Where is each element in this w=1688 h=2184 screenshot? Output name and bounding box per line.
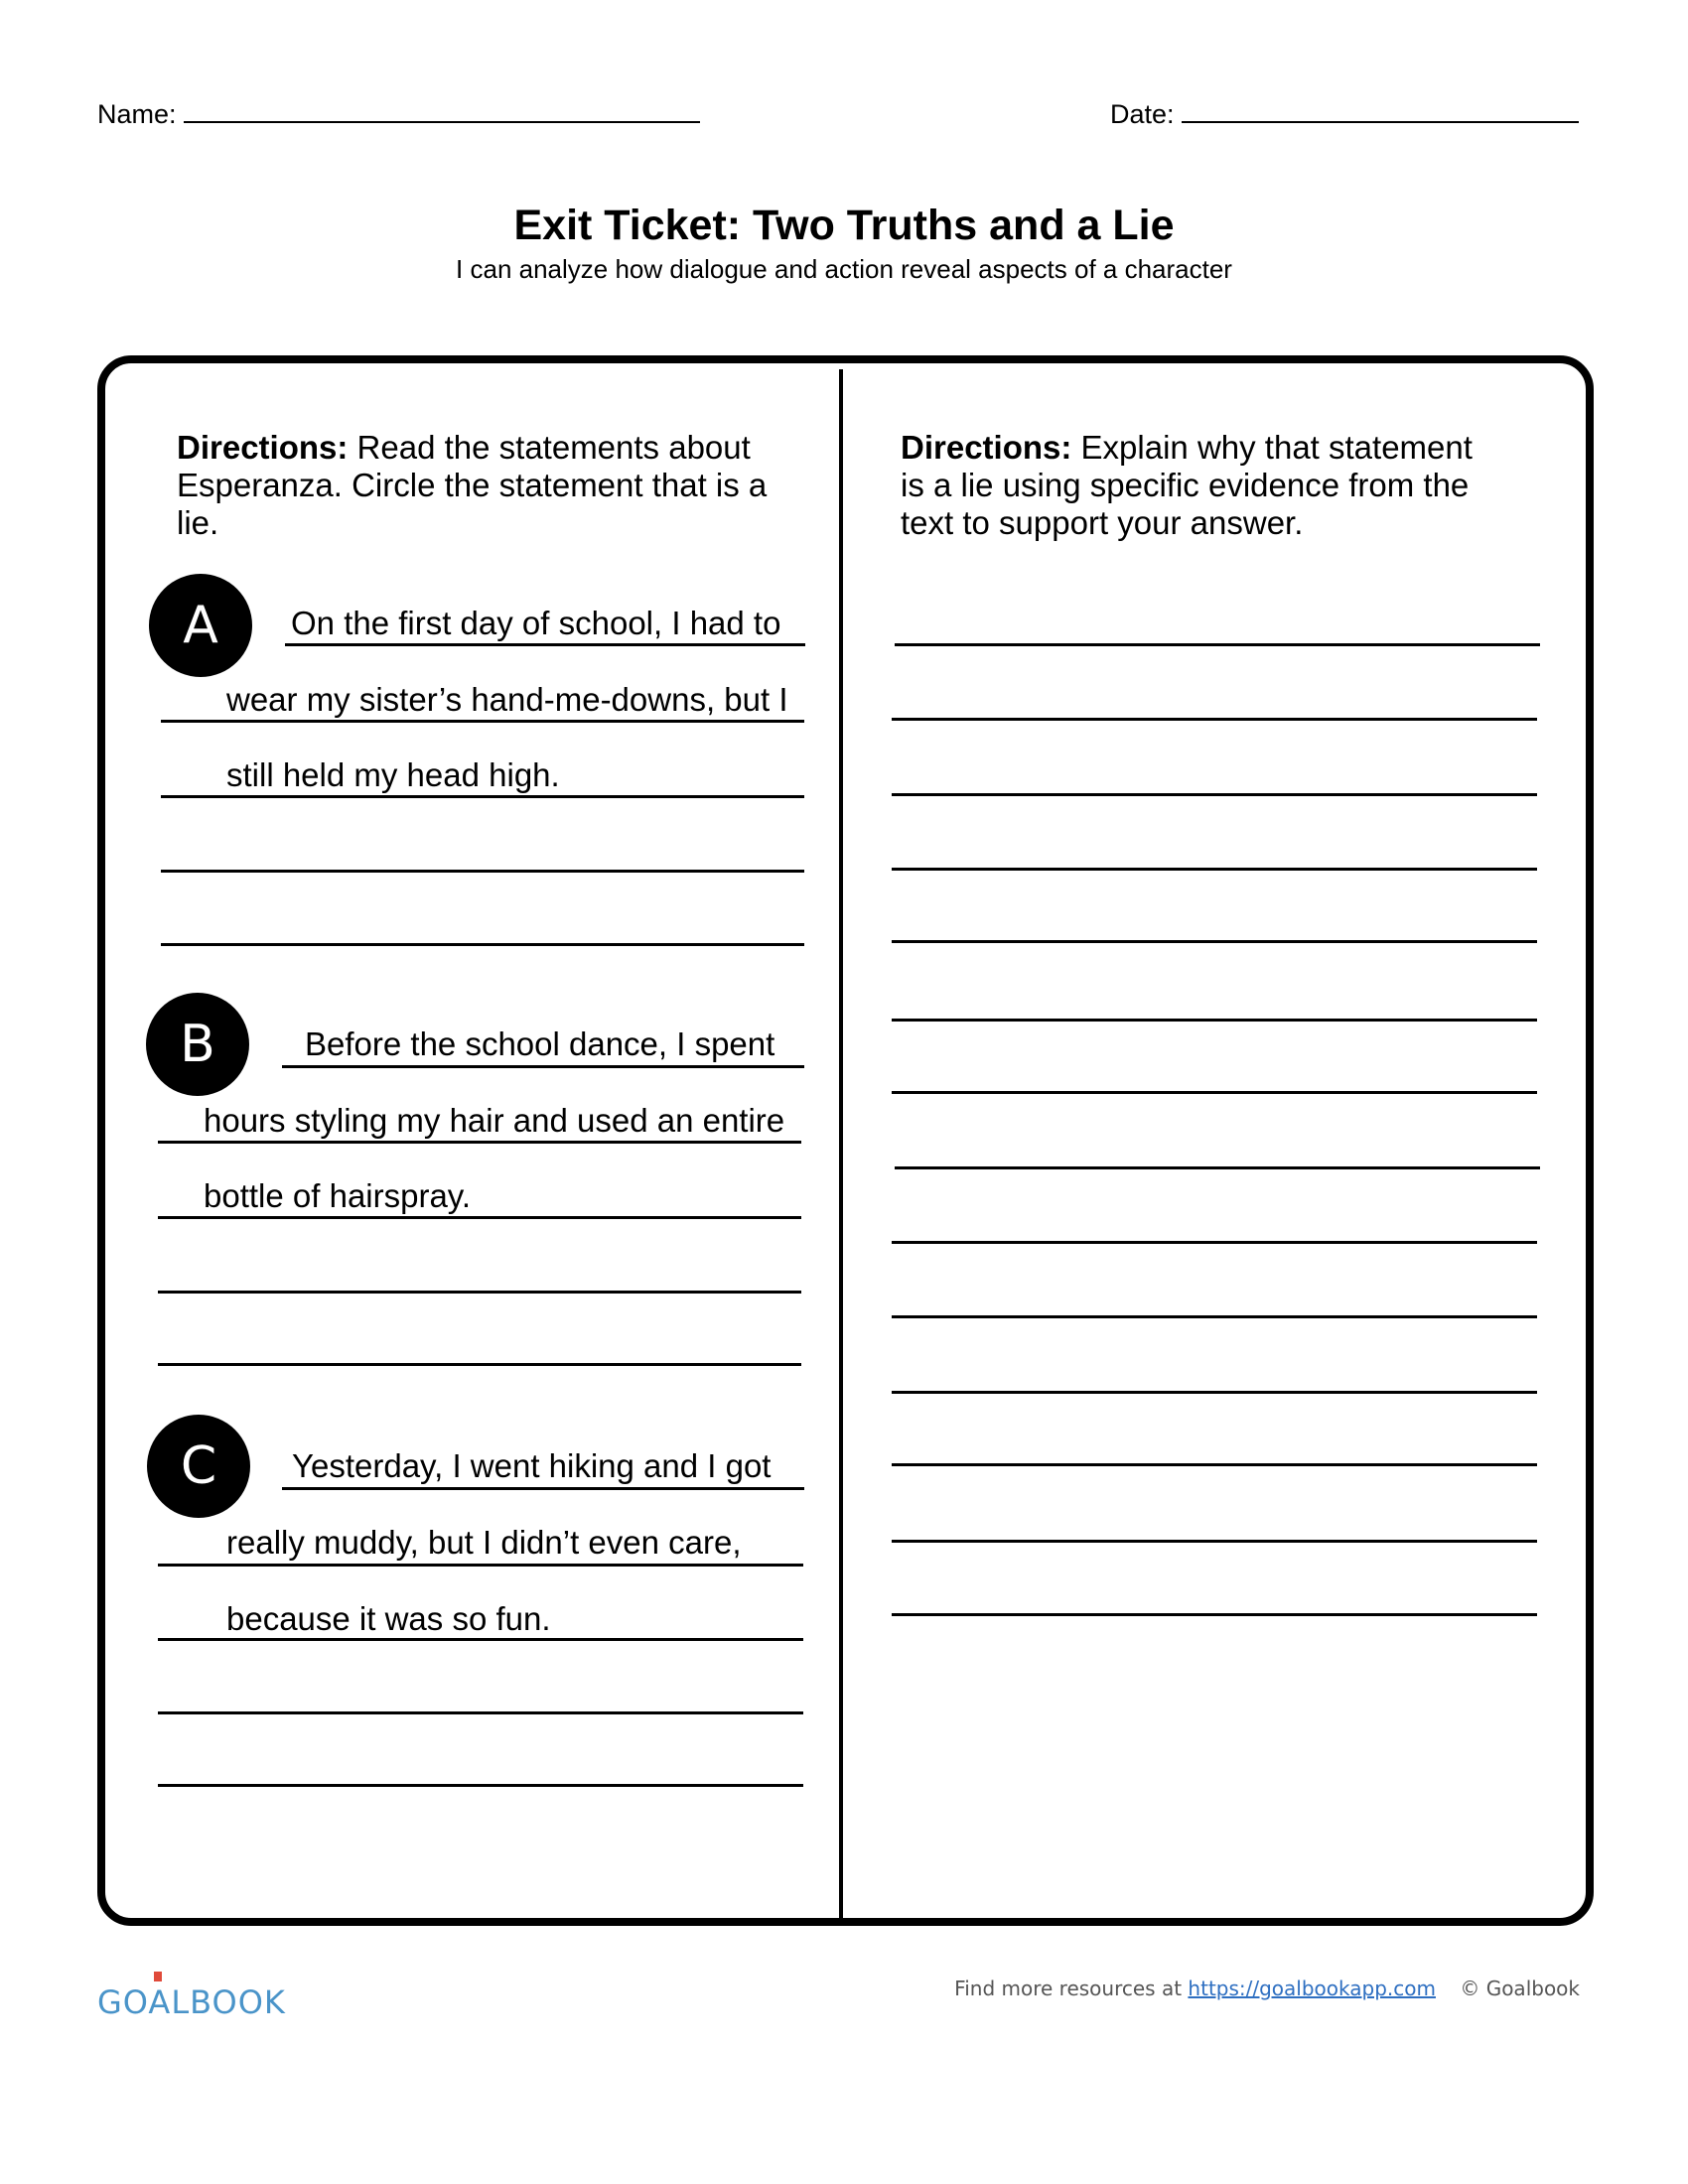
statement-c-line-3: because it was so fun. <box>226 1600 551 1637</box>
answer-line[interactable] <box>892 1091 1537 1094</box>
statement-a-line-1: On the first day of school, I had to <box>291 605 781 641</box>
writing-line[interactable] <box>161 870 804 873</box>
logo-flag-icon <box>154 1972 162 1981</box>
statement-c-line-1: Yesterday, I went hiking and I got <box>292 1447 772 1484</box>
footer-link[interactable]: https://goalbookapp.com <box>1188 1977 1436 2000</box>
writing-line[interactable] <box>161 720 804 723</box>
date-blank[interactable] <box>1182 97 1579 123</box>
statement-c-marker[interactable]: C <box>147 1415 250 1518</box>
writing-line[interactable] <box>158 1216 801 1219</box>
answer-line[interactable] <box>892 1241 1537 1244</box>
writing-line[interactable] <box>158 1291 801 1294</box>
answer-line[interactable] <box>892 940 1537 943</box>
answer-line[interactable] <box>895 1166 1540 1169</box>
left-directions <box>177 429 802 542</box>
statement-a-line-3: still held my head high. <box>226 756 560 793</box>
writing-line[interactable] <box>158 1711 803 1714</box>
name-label: Name: <box>97 99 177 129</box>
footer-copyright: © Goalbook <box>1460 1977 1580 2000</box>
writing-line[interactable] <box>158 1564 803 1567</box>
writing-line[interactable] <box>285 643 805 646</box>
statement-a-line-2: wear my sister’s hand-me-downs, but I <box>226 681 788 718</box>
left-directions-bold: Directions: <box>177 429 349 466</box>
statement-b-marker[interactable]: B <box>146 993 249 1096</box>
page-title: Exit Ticket: Two Truths and a Lie <box>513 202 1175 249</box>
column-divider <box>839 369 843 1926</box>
page-subtitle: I can analyze how dialogue and action reveal aspects of a character <box>456 254 1232 284</box>
writing-line[interactable] <box>158 1784 803 1787</box>
answer-line[interactable] <box>892 1613 1537 1616</box>
statement-b-line-3: bottle of hairspray. <box>204 1177 472 1214</box>
name-blank[interactable] <box>184 97 700 123</box>
writing-line[interactable] <box>161 795 804 798</box>
statement-c-line-2: really muddy, but I didn’t even care, <box>226 1524 742 1561</box>
right-directions-text: Explain why that statement is a lie using specific evidence from the text to support your answer. <box>901 429 1473 541</box>
statement-b-line-1: Before the school dance, I spent <box>305 1025 775 1062</box>
left-directions-text: Read the statements about Esperanza. Circle the statement that is a lie. <box>177 429 768 541</box>
goalbook-logo: GOALBOOK <box>97 1983 286 2021</box>
writing-line[interactable] <box>158 1638 803 1641</box>
date-label: Date: <box>1110 99 1175 129</box>
footer-resources <box>954 1977 1580 2000</box>
right-directions-bold: Directions: <box>901 429 1072 466</box>
statement-a-marker[interactable]: A <box>149 574 252 677</box>
answer-line[interactable] <box>892 1315 1537 1318</box>
answer-line[interactable] <box>892 1463 1537 1466</box>
statement-b-line-2: hours styling my hair and used an entire <box>204 1102 785 1139</box>
answer-line[interactable] <box>892 1391 1537 1394</box>
name-field[interactable] <box>97 97 700 130</box>
footer-find-more: Find more resources at <box>954 1977 1183 2000</box>
writing-line[interactable] <box>161 943 804 946</box>
writing-line[interactable] <box>158 1141 801 1144</box>
writing-line[interactable] <box>282 1065 804 1068</box>
writing-line[interactable] <box>158 1363 801 1366</box>
answer-line[interactable] <box>892 1019 1537 1022</box>
answer-line[interactable] <box>892 718 1537 721</box>
answer-line[interactable] <box>892 868 1537 871</box>
answer-line[interactable] <box>895 643 1540 646</box>
answer-line[interactable] <box>892 793 1537 796</box>
writing-line[interactable] <box>282 1487 804 1490</box>
right-directions <box>901 429 1496 542</box>
date-field[interactable] <box>1110 97 1579 130</box>
answer-line[interactable] <box>892 1540 1537 1543</box>
